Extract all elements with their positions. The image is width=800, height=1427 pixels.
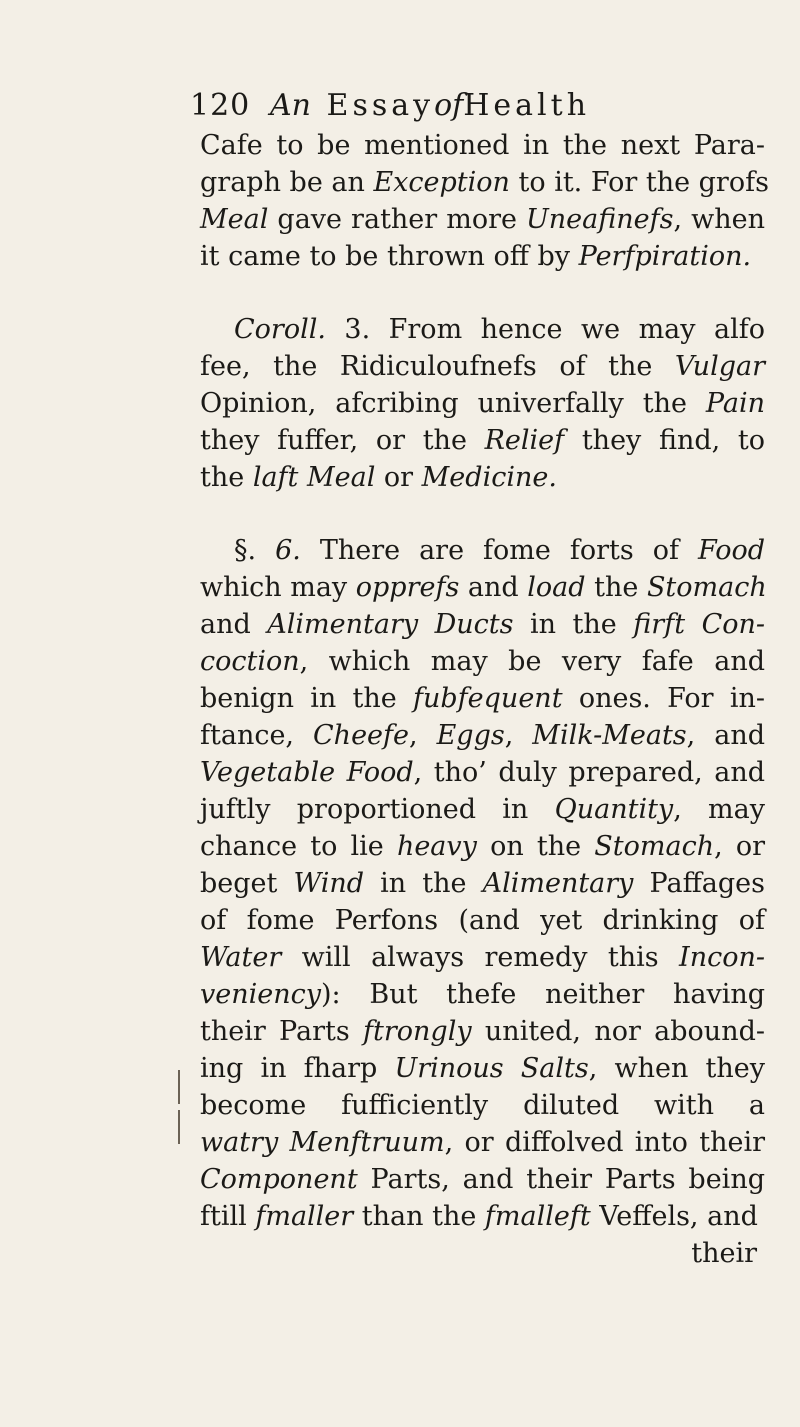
text-line: the laft Meal or Medicine. [200,462,557,493]
body-text [200,127,769,1272]
catchword: their [691,1238,757,1269]
header-essay: Essay [326,88,435,123]
text-line: veniency): But thefe neither having [200,979,765,1010]
margin-mark [178,1070,180,1104]
text-line: it came to be thrown off by Perfpiration. [200,241,752,272]
header-health: Health [463,88,591,123]
text-line: Water will always remedy this Incon- [200,942,765,973]
text-line: chance to lie heavy on the Stomach, or [200,831,765,862]
text-line: they fuffer, or the Relief they find, to [200,425,765,456]
text-line: graph be an Exception to it. For the grofs [200,167,769,198]
text-line: ftance, Cheefe, Eggs, Milk-Meats, and [200,720,765,751]
text-line: Cafe to be mentioned in the next Para- [200,130,765,161]
page-number: 120 [190,88,251,123]
text-line: Component Parts, and their Parts being [200,1164,765,1195]
text-line: Opinion, afcribing univerfally the Pain [200,388,765,419]
text-line: coction, which may be very fafe and [200,646,765,677]
paragraph-2 [200,311,765,496]
text-line: and Alimentary Ducts in the firft Con- [200,609,765,640]
running-header [190,88,750,132]
text-line: benign in the fubfequent ones. For in- [200,683,765,714]
header-of: of [434,88,464,123]
text-line: beget Wind in the Alimentary Paffages [200,868,765,899]
text-line: juftly proportioned in Quantity, may [200,794,765,825]
header-an: An [270,88,311,123]
margin-marks [178,1070,184,1150]
text-line: ing in fharp Urinous Salts, when they [200,1053,765,1084]
text-line: become fufficiently diluted with a [200,1090,765,1121]
paragraph-1 [200,127,769,275]
text-line: Vegetable Food, tho’ duly prepared, and [200,757,765,788]
text-line: §. 6. There are fome forts of Food [234,535,765,566]
paragraph-3 [200,532,765,1235]
text-line: ftill fmaller than the fmalleft Veffels, and [200,1201,758,1232]
text-line: their Parts ftrongly united, nor abound- [200,1016,765,1047]
text-line: Coroll. 3. From hence we may alfo [234,314,765,345]
text-line: of fome Perfons (and yet drinking of [200,905,765,936]
text-line: which may opprefs and load the Stomach [200,572,767,603]
text-line: fee, the Ridiculoufnefs of the Vulgar [200,351,765,382]
text-line: Meal gave rather more Uneafinefs, when [200,204,765,235]
text-line: watry Menftruum, or diffolved into their [200,1127,765,1158]
margin-mark [178,1110,180,1144]
